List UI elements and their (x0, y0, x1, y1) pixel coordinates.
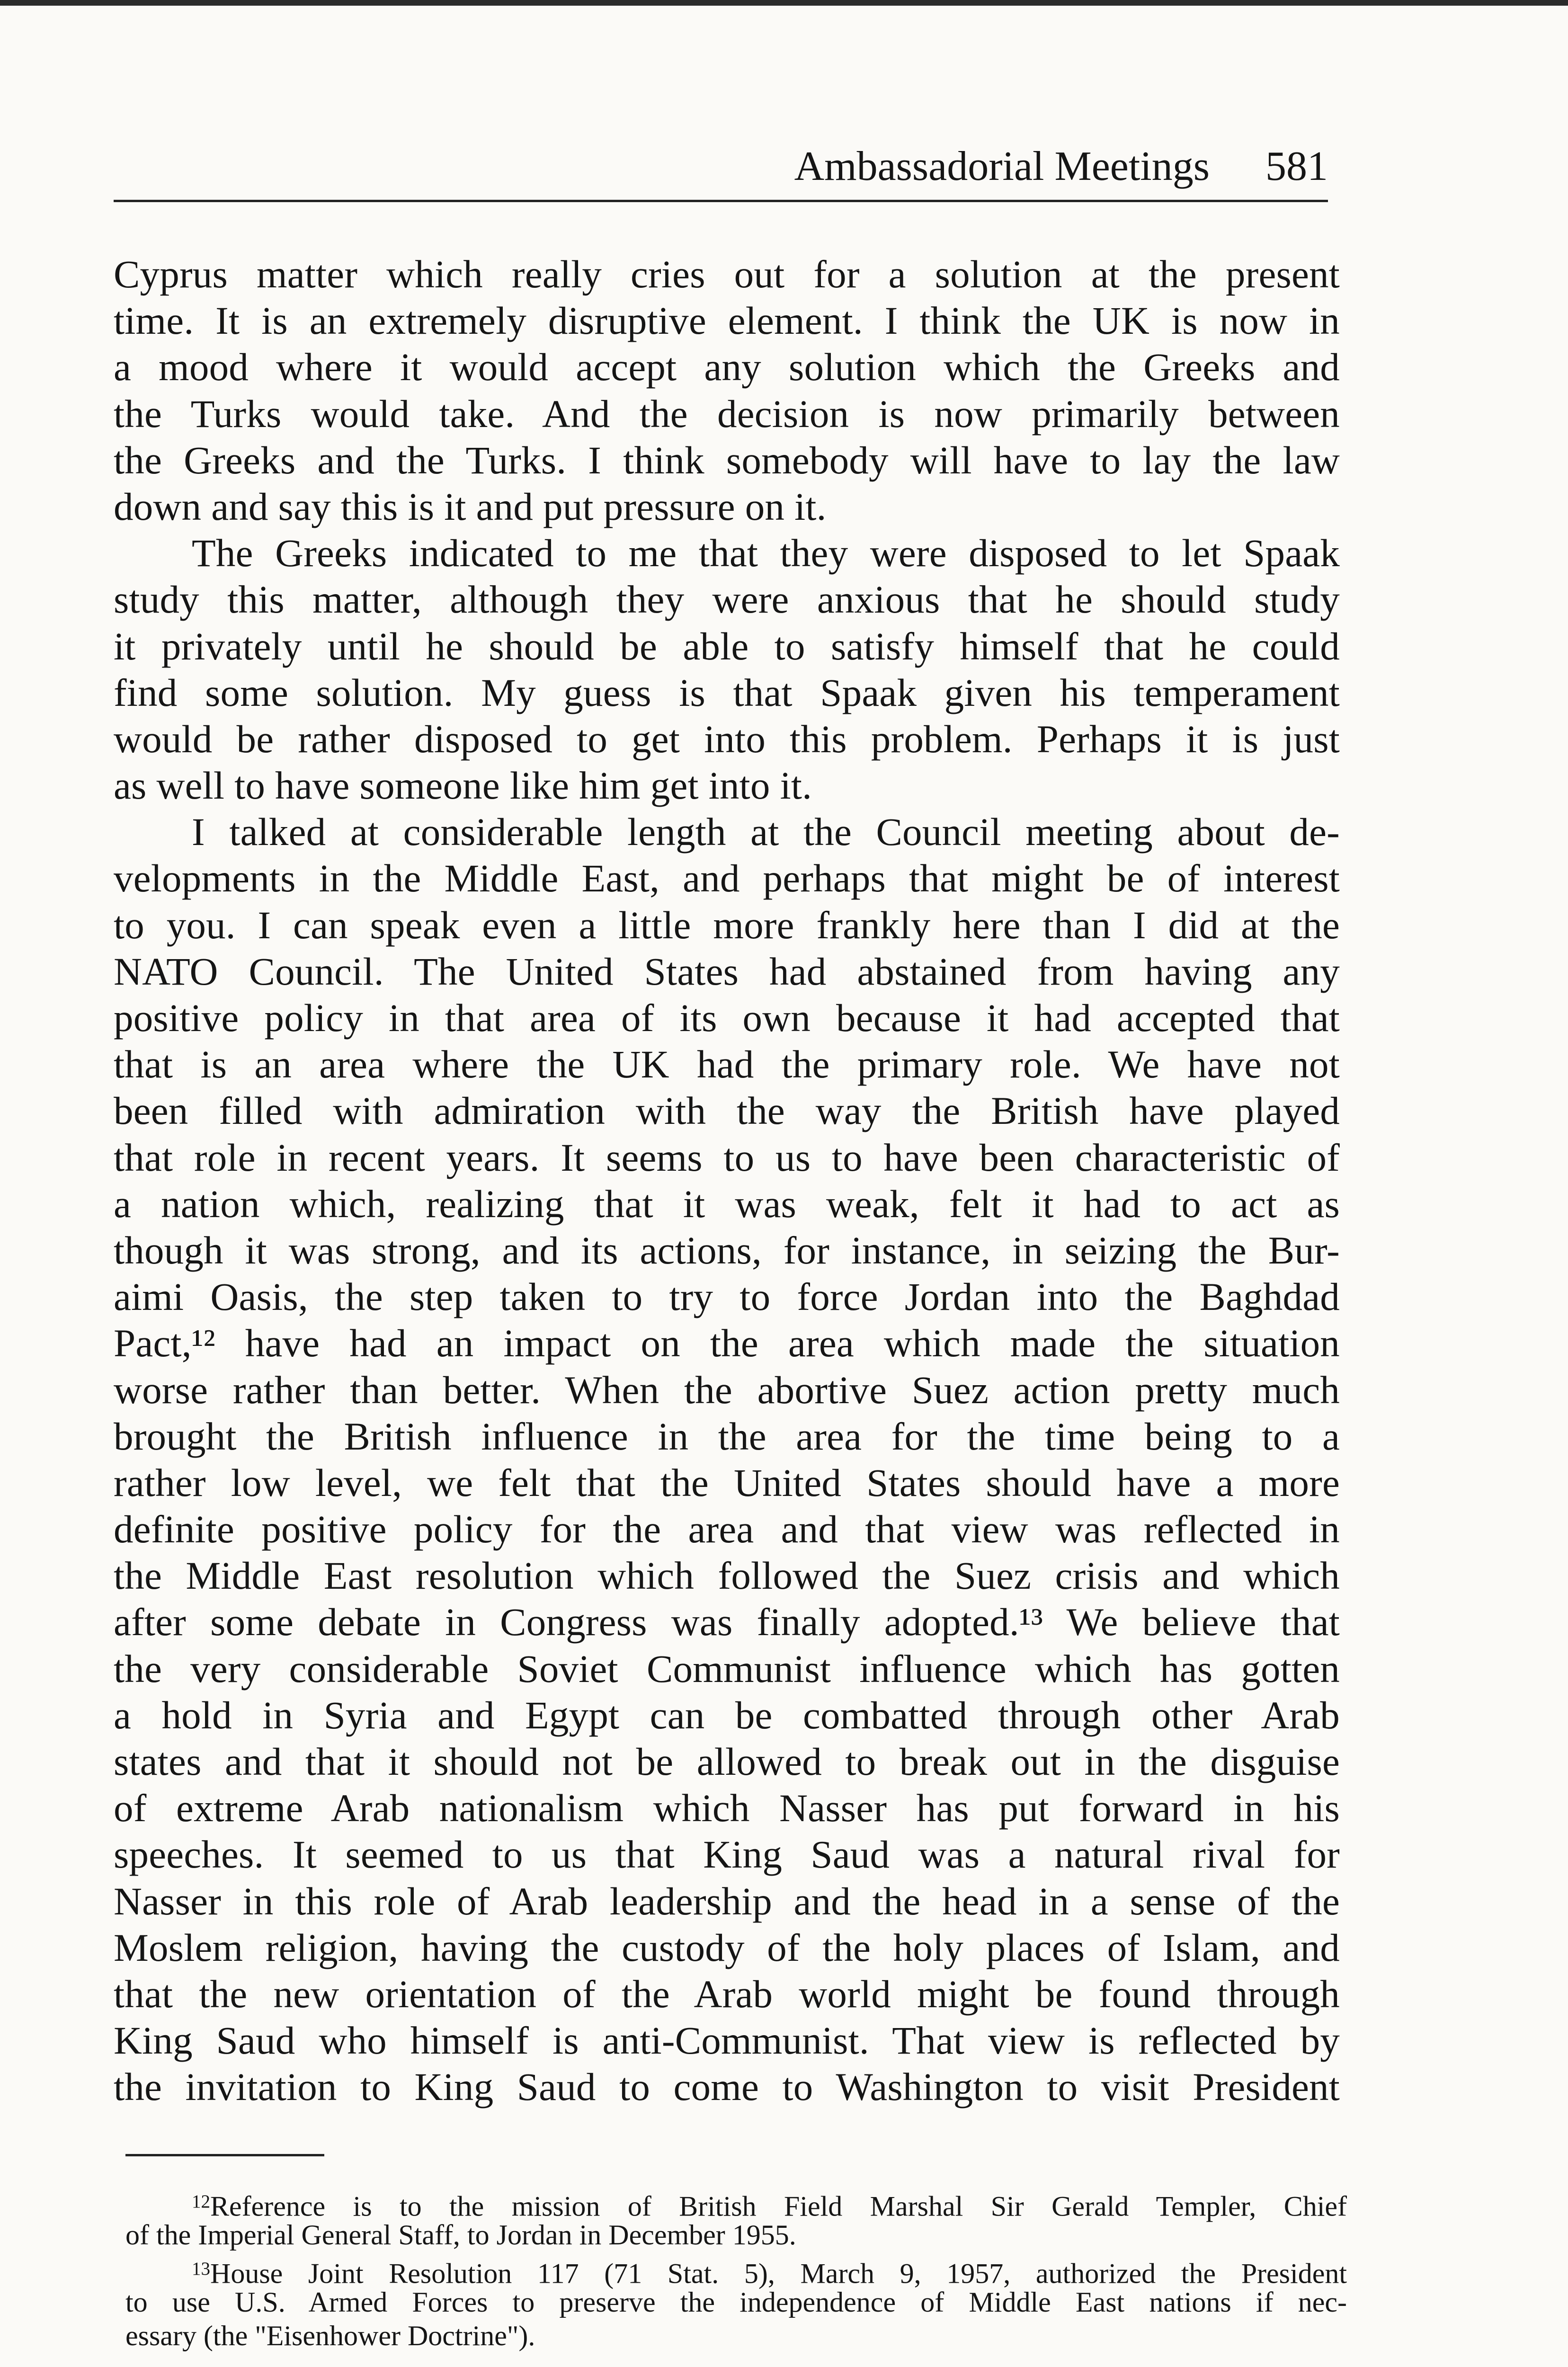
text-line: Cyprus matter which really cries out for a solution at the present (114, 252, 1340, 296)
footnote-12 (125, 2185, 1347, 2222)
text-line: aimi Oasis, the step taken to try to force Jordan into the Baghdad (114, 1275, 1340, 1319)
footnote-13 (125, 2252, 1347, 2289)
text-line: NATO Council. The United States had abstained from having any (114, 949, 1340, 993)
text-line: definite positive policy for the area and that view was reflected in (114, 1507, 1340, 1551)
text-line: that is an area where the UK had the primary role. We have not (114, 1042, 1340, 1086)
text-line: it privately until he should be able to satisfy himself that he could (114, 624, 1340, 668)
text-line: speeches. It seemed to us that King Saud was a natural rival for (114, 1833, 1340, 1877)
page-number: 581 (1265, 143, 1328, 189)
text-line: to you. I can speak even a little more frankly here than I did at the (114, 903, 1340, 947)
footnote-line: essary (the "Eisenhower Doctrine"). (125, 2320, 535, 2351)
footnote-line: to use U.S. Armed Forces to preserve the independence of Middle East nations if nec- (125, 2287, 1347, 2318)
footnote-text: Reference is to the mission of British Field Marshal Sir Gerald Templer, Chief (210, 2190, 1347, 2222)
text-line: brought the British influence in the area for the time being to a (114, 1414, 1340, 1458)
footnote-separator (125, 2154, 324, 2156)
text-line: rather low level, we felt that the United States should have a more (114, 1460, 1340, 1504)
footnote-text: House Joint Resolution 117 (71 Stat. 5), March 9, 1957, authorized the President (210, 2258, 1347, 2289)
text-line: that the new orientation of the Arab world might be found through (114, 1972, 1340, 2016)
text-line: been filled with admiration with the way the British have played (114, 1089, 1340, 1133)
text-line: states and that it should not be allowed to break out in the disguise (114, 1740, 1340, 1783)
text-line: King Saud who himself is anti-Communist. That view is reflected by (114, 2019, 1340, 2063)
text-line: Moslem religion, having the custody of the holy places of Islam, and (114, 1925, 1340, 1969)
text-line: of extreme Arab nationalism which Nasser has put forward in his (114, 1786, 1340, 1830)
text-line: that role in recent years. It seems to us to have been characteristic of (114, 1135, 1340, 1179)
running-head-title: Ambassadorial Meetings (794, 143, 1210, 189)
running-head (114, 137, 1328, 208)
footnote-line: of the Imperial General Staff, to Jordan in December 1955. (125, 2219, 796, 2251)
text-line: time. It is an extremely disruptive element. I think the UK is now in (114, 299, 1340, 343)
paragraph-first-line: The Greeks indicated to me that they were disposed to let Spaak (192, 531, 1340, 575)
text-line: positive policy in that area of its own because it had accepted that (114, 996, 1340, 1040)
footnote-number: 12 (192, 2191, 210, 2212)
text-line: the Turks would take. And the decision is now primarily between (114, 392, 1340, 436)
text-line: worse rather than better. When the abortive Suez action pretty much (114, 1368, 1340, 1412)
text-line: the very considerable Soviet Communist influence which has gotten (114, 1646, 1340, 1691)
text-line: after some debate in Congress was finally adopted.¹³ We believe that (114, 1600, 1340, 1644)
scan-top-edge (0, 0, 1568, 6)
text-line: Pact,¹² have had an impact on the area which made the situation (114, 1321, 1340, 1365)
text-line: a mood where it would accept any solution which the Greeks and (114, 345, 1340, 389)
text-line: though it was strong, and its actions, for instance, in seizing the Bur- (114, 1228, 1340, 1272)
text-line: find some solution. My guess is that Spaak given his temperament (114, 670, 1340, 714)
text-line: the Middle East resolution which followed the Suez crisis and which (114, 1554, 1340, 1598)
text-line: a hold in Syria and Egypt can be combatted through other Arab (114, 1693, 1340, 1737)
text-line: the Greeks and the Turks. I think somebody will have to lay the law (114, 438, 1340, 482)
text-line: Nasser in this role of Arab leadership and the head in a sense of the (114, 1879, 1340, 1923)
footnotes (125, 2185, 1347, 2353)
text-line: a nation which, realizing that it was weak, felt it had to act as (114, 1182, 1340, 1226)
text-line: would be rather disposed to get into this problem. Perhaps it is just (114, 717, 1340, 761)
text-line: the invitation to King Saud to come to Washington to visit President (114, 2065, 1340, 2109)
text-line: velopments in the Middle East, and perhaps that might be of interest (114, 856, 1340, 900)
text-line: study this matter, although they were anxious that he should study (114, 578, 1340, 622)
text-line: as well to have someone like him get into it. (114, 764, 812, 808)
header-rule (114, 200, 1328, 202)
text-line: down and say this is it and put pressure on it. (114, 484, 827, 528)
paragraph-first-line: I talked at considerable length at the Council meeting about de- (192, 810, 1340, 854)
footnote-number: 13 (192, 2259, 210, 2279)
main-text (114, 251, 1340, 2110)
